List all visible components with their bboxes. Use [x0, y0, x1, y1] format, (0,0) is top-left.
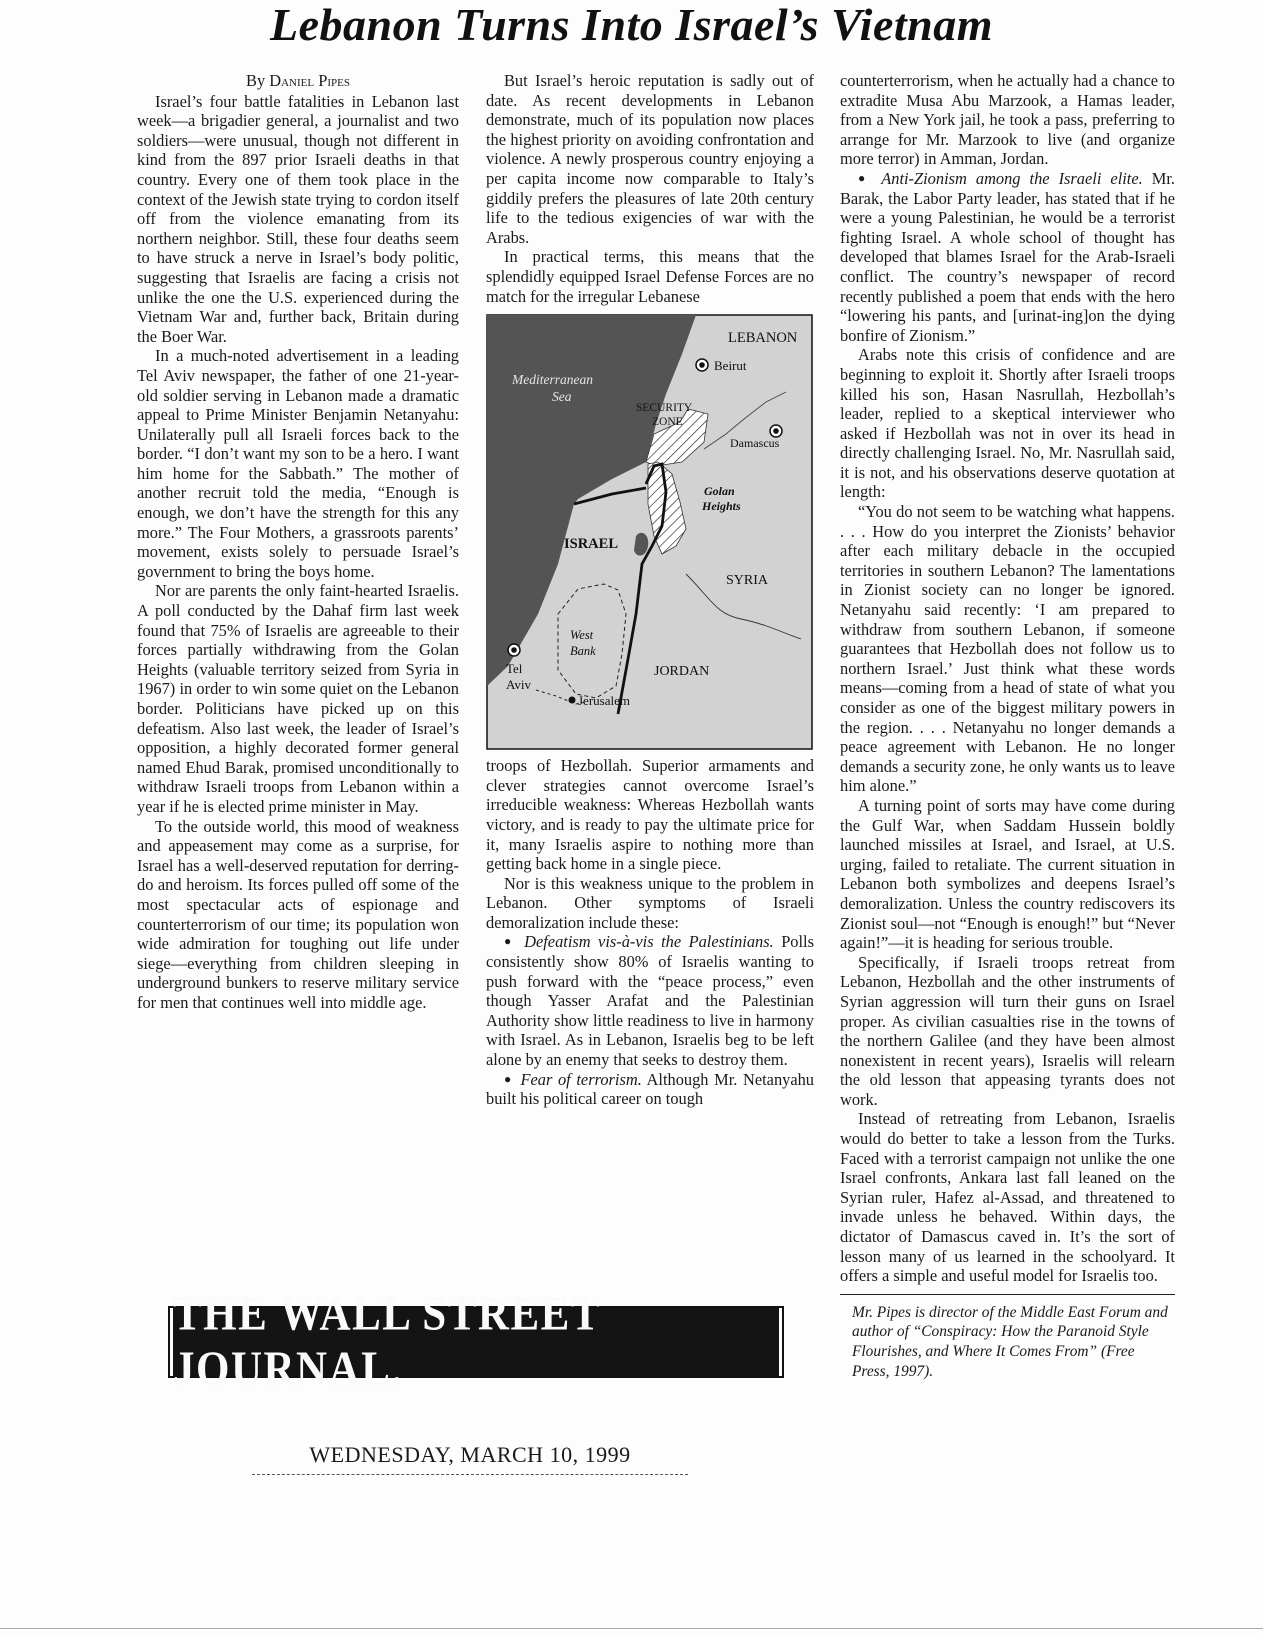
- paragraph: Nor is this weakness unique to the problem in Lebanon. Other symptoms of Israeli demoralization include these:: [486, 873, 814, 932]
- label-security-line2: ZONE: [652, 416, 683, 429]
- label-telaviv-line2: Aviv: [506, 677, 532, 693]
- bullet-icon: ●: [504, 934, 515, 949]
- label-westbank-line2: Bank: [570, 644, 596, 659]
- label-telaviv-line1: Tel: [506, 661, 523, 677]
- publication-date: WEDNESDAY, MARCH 10, 1999: [309, 1442, 631, 1467]
- paragraph: Israel’s four battle fatalities in Lebanon last week—a brigadier general, a journalist and two soldiers—were unusual, though not different in kind from the 897 prior Israeli deaths in that country. Every one of them took place in the context of the Jewish state trying to cordon itself off from the violence emanating from its northern neighbor. Still, these four deaths seem to have struck a nerve in Israel’s body politic, suggesting that Israelis are facing a crisis not unlike the one the U.S. experienced during the Vietnam War and, further back, Britain during the Boer War.: [137, 91, 459, 346]
- label-security-line1: SECURITY: [636, 402, 693, 415]
- paragraph: Nor are parents the only faint-hearted Israelis. A poll conducted by the Dahaf firm last week found that 75% of Israelis are agreeable to their forces partially withdrawing from the Golan Heights (valuable territory seized from Syria in 1967) in order to win some quiet on the Lebanon border. Politicians have picked up on this defeatism. Also last week, the leader of Israel’s opposition, a highly decorated former general named Ehud Barak, promised unconditionally to withdraw Israeli troops from Lebanon within a year if he is elected prime minister in May.: [137, 581, 459, 816]
- label-golan-line2: Heights: [702, 499, 741, 514]
- label-westbank-line1: West: [570, 628, 594, 643]
- byline-prefix: By: [246, 71, 270, 90]
- headline: Lebanon Turns Into Israel’s Vietnam: [270, 0, 993, 50]
- bullet-paragraph: [840, 169, 1175, 345]
- label-sea-line2: Sea: [552, 389, 572, 405]
- paragraph: counterterrorism, when he actually had a chance to extradite Musa Abu Marzook, a Hamas leader, from a New York jail, he took a pass, preferring to arrange for Mr. Marzook to live (and organize more terror) in Amman, Jordan.: [840, 71, 1175, 169]
- bullet-title: Anti-Zionism among the Israeli elite.: [881, 168, 1143, 188]
- column-2: [486, 71, 814, 1109]
- label-jerusalem: Jerusalem: [578, 693, 630, 709]
- divider: [840, 1294, 1175, 1295]
- bullet-paragraph: [486, 932, 814, 1069]
- bullet-title: Fear of terrorism.: [520, 1069, 642, 1089]
- author-bio: Mr. Pipes is director of the Middle East Forum and author of “Conspiracy: How the Paranoid Style Flourishes, and Where It Comes From” (Free Press, 1997).: [852, 1303, 1168, 1380]
- bullet-paragraph: [486, 1070, 814, 1109]
- quotation-paragraph: “You do not seem to be watching what happens. . . . How do you interpret the Zionists’ behavior after each military debacle in the occupied territories in southern Lebanon? The lamentations in Zionist society can no longer be ignored. Netanyahu said recently: ‘I am prepared to withdraw from southern Lebanon, if someone guarantees that Hezbollah does not follow us to northern Israel.’ Just think what these words means—coming from a head of state of what you consider as one of the biggest military powers in the region. . . . Netanyahu no longer demands a peace agreement with Lebanon. He no longer demands a security zone, he only wants us to leave him alone.”: [840, 502, 1175, 796]
- bullet-text: Although Mr. Netanyahu built his political career on tough: [486, 1069, 815, 1109]
- label-israel: ISRAEL: [564, 536, 618, 553]
- label-lebanon: LEBANON: [728, 330, 798, 347]
- beirut-dot: [699, 362, 705, 368]
- paragraph: Specifically, if Israeli troops retreat from Lebanon, Hezbollah and the other instruments of Syrian aggression will turn their guns on Israel proper. As civilian casualties rise in the towns of the northern Galilee (and they have been almost nonexistent in recent years), Israelis will relearn the old lesson that appeasing tyrants does not work.: [840, 952, 1175, 1109]
- bullet-title: Defeatism vis-à-vis the Palestinians.: [524, 932, 774, 952]
- label-golan-line1: Golan: [704, 484, 735, 499]
- paragraph: But Israel’s heroic reputation is sadly out of date. As recent developments in Lebanon demonstrate, much of its population now places the highest priority on avoiding confrontation and violence. A newly prosperous country enjoying a per capita income now comparable to Italy’s giddily prefers the pleasures of late 20th century life to the tedious exigencies of war with the Arabs.: [486, 71, 814, 247]
- bullet-text: Mr. Barak, the Labor Party leader, has stated that if he were a young Palestinian, he would be a terrorist fighting Israel. A whole school of thought has developed that blames Israel for the Arab-Israeli conflict. The country’s newspaper of record recently published a poem that ends with the hero “lowering his pants, and [urinat-ing]on the dying bonfire of Zionism.”: [840, 168, 1175, 345]
- paragraph: A turning point of sorts may have come during the Gulf War, when Saddam Hussein boldly launched missiles at Israel, and Israel, at U.S. urging, failed to retaliate. The current situation in Lebanon both symbolizes and deepens Israel’s demoralization. Unless the country rediscovers its Zionist soul—not “Enough is enough!” but “Never again!”—it is heading for serious trouble.: [840, 795, 1175, 953]
- label-jordan: JORDAN: [654, 664, 710, 680]
- label-damascus: Damascus: [730, 436, 780, 451]
- paragraph: troops of Hezbollah. Superior armaments and clever strategies cannot overcome Israel’s irreducible weakness: Whereas Hezbollah wants victory, and is ready to pay the ultimate price for it, many Israelis aspire to nothing more than getting back home in a single piece.: [486, 756, 814, 874]
- label-beirut: Beirut: [714, 358, 747, 374]
- masthead-box: [168, 1288, 784, 1396]
- paragraph: To the outside world, this mood of weakness and appeasement may come as a surprise, for Israel has a well-deserved reputation for derring-do and heroism. Its forces pulled off some of the most spectacular acts of espionage and counterterrorism of our time; its population won wide admiration for toughing out life under siege—everything from children sleeping in underground bunkers to reserve military service for men that continues well into middle age.: [137, 816, 459, 1012]
- paragraph: Instead of retreating from Lebanon, Israelis would do better to take a lesson from the Turks. Faced with a terrorist campaign not unlike the one Israel confronts, Ankara last fall leaned on the Syrian ruler, Hafez al-Assad, and threatened to invade unless he behaved. Within days, the dictator of Damascus caved in. It’s the sort of lesson many of us learned in the schoolyard. It offers a simple and useful model for Israelis too.: [840, 1109, 1175, 1286]
- label-syria: SYRIA: [726, 573, 769, 589]
- paragraph: In practical terms, this means that the splendidly equipped Israel Defense Forces are no match for the irregular Lebanese: [486, 247, 814, 306]
- bullet-icon: ●: [858, 170, 871, 185]
- column-1: [137, 71, 459, 1013]
- paragraph: In a much-noted advertisement in a leading Tel Aviv newspaper, the father of one 21-year-old soldier serving in Lebanon made a dramatic appeal to Prime Minister Benjamin Netanyahu: Unilaterally pull all Israeli forces back to the border. “I don’t want my son to be a hero. I want him home for the Sabbath.” The mother of another recruit told the media, “Enough is enough, we don’t have the strength for this any more.” The Four Mothers, a grassroots parents’ movement, exists solely to persuade Israel’s government to bring the boys home.: [137, 346, 459, 581]
- jerusalem-marker: [569, 697, 576, 704]
- region-map: [486, 314, 813, 750]
- page-edge-line: [0, 1628, 1263, 1629]
- byline-author: Daniel Pipes: [269, 71, 350, 90]
- telaviv-dot: [511, 647, 517, 653]
- bullet-icon: ●: [504, 1071, 513, 1086]
- byline: [137, 71, 459, 91]
- date-underline: [252, 1474, 688, 1475]
- column-3: [840, 71, 1175, 1381]
- bullet-text: Polls consistently show 80% of Israelis wanting to push forward with the “peace process,” even though Yasser Arafat and the Palestinian Authority show little readiness to live in harmony with Israel. As in Lebanon, Israelis beg to be left alone by an enemy that seeks to destroy them.: [486, 932, 814, 1070]
- masthead: THE WALL STREET JOURNAL.: [173, 1307, 779, 1376]
- paragraph: Arabs note this crisis of confidence and are beginning to exploit it. Shortly after Israeli troops killed his son, Hasan Nasrullah, Hezbollah’s leader, replied to a skeptical interviewer who asked if Hezbollah was not in over its head in directly challenging Israel. No, Mr. Nasrullah said, it is not, and his observations deserve quotation at length:: [840, 345, 1175, 502]
- label-sea-line1: Mediterranean: [512, 372, 593, 388]
- damascus-dot: [773, 428, 779, 434]
